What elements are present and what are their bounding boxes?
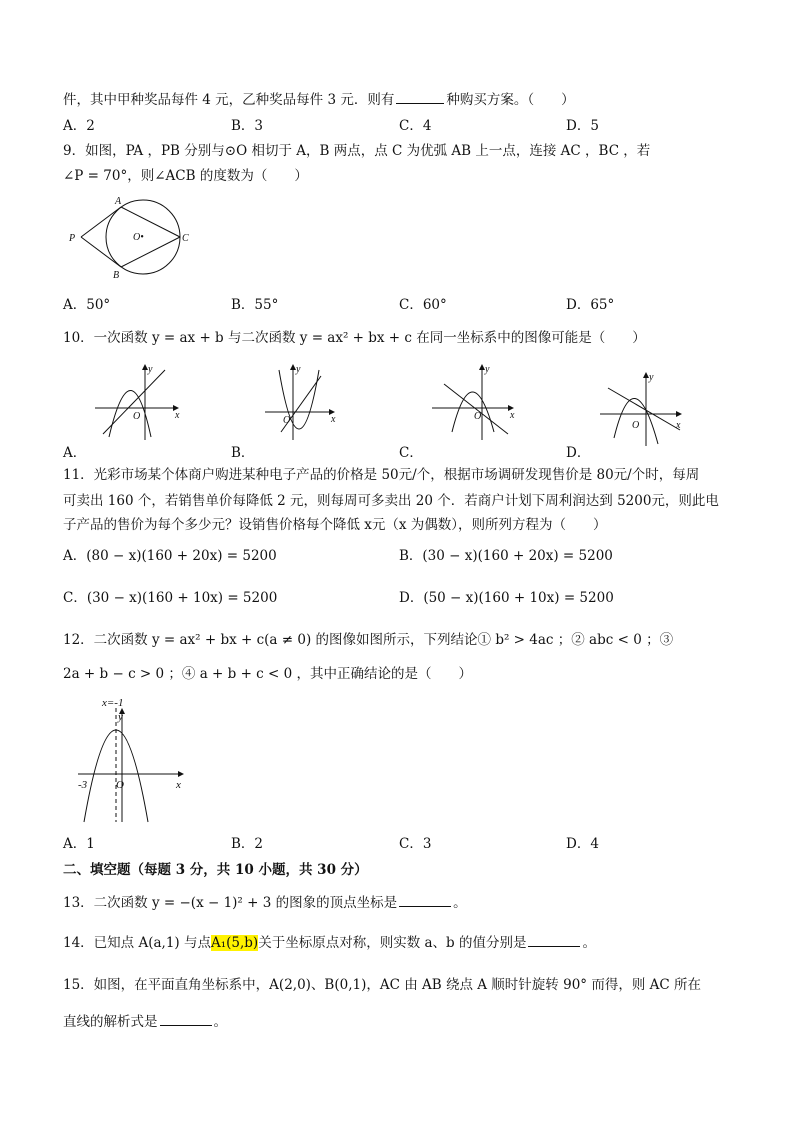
q8-option-c: C．4	[399, 118, 432, 134]
q9-label-c: C	[182, 233, 189, 244]
q15-stem-line2: 直线的解析式是 。	[63, 1014, 227, 1030]
q12-stem-line1: 12．二次函数 y = ax² + bx + c(a ≠ 0) 的图像如图所示，下列结论① b² > 4ac ；② abc < 0 ；③	[63, 632, 674, 648]
q12-option-d: D．4	[566, 836, 599, 852]
q8-answer-blank[interactable]	[396, 91, 444, 104]
q9-tangent-pb	[81, 237, 121, 267]
q14-highlighted-point: A₁(5,b)	[210, 935, 259, 951]
q11-option-d: D．(50 − x)(160 + 10x) = 5200	[399, 590, 614, 606]
q11-stem-line3: 子产品的售价为每个多少元？设销售价格每个降低 x元（x 为偶数），则所列方程为（ ）	[63, 517, 607, 533]
q10-option-b: B．	[231, 445, 255, 461]
q12-label-y: y	[118, 711, 123, 723]
q10-option-d: D．	[566, 445, 591, 461]
q12-parabola-figure	[76, 692, 196, 827]
q9-option-b: B．55°	[231, 297, 279, 313]
section-2-title: 二、填空题（每题 3 分，共 10 小题，共 30 分）	[63, 862, 368, 878]
q10-c-y: y	[485, 364, 490, 375]
q8-stem: 件，其中甲种奖品每件 4 元，乙种奖品每件 3 元．则有 种购买方案。（ ）	[63, 92, 575, 108]
q12-label-o: O	[116, 779, 124, 791]
q13-answer-blank[interactable]	[399, 894, 451, 907]
q9-option-d: D．65°	[566, 297, 615, 313]
q9-label-b: B	[113, 270, 120, 281]
q12-stem-line2: 2a + b − c > 0 ；④ a + b + c < 0 ，其中正确结论的是（ ）	[63, 666, 473, 682]
q12-label-neg3: -3	[78, 779, 88, 791]
q8-option-d: D．5	[566, 118, 599, 134]
q12-label-axis: x=-1	[102, 697, 124, 709]
q9-option-a: A．50°	[63, 297, 111, 313]
q10-graph-b	[263, 362, 343, 442]
q9-chord-ac	[121, 207, 180, 237]
q11-stem-line1: 11．光彩市场某个体商户购进某种电子产品的价格是 50元/个，根据市场调研发现售价是 80元/个时，每周	[63, 467, 700, 483]
q9-option-c: C．60°	[399, 297, 447, 313]
q12-label-x: x	[176, 779, 181, 791]
q10-d-o: O	[632, 420, 640, 431]
q10-graph-c	[430, 362, 520, 442]
q10-d-x: x	[676, 420, 681, 431]
q10-c-o: O	[474, 411, 482, 422]
q10-option-c: C．	[399, 445, 423, 461]
q9-tangent-pa	[81, 207, 121, 237]
q10-d-y: y	[649, 372, 654, 383]
q10-b-x: x	[331, 414, 336, 425]
q9-chord-bc	[121, 237, 180, 267]
q10-a-x: x	[175, 410, 180, 421]
q11-option-a: A．(80 − x)(160 + 20x) = 5200	[63, 548, 277, 564]
q10-a-o: O	[133, 411, 141, 422]
q12-option-c: C．3	[399, 836, 432, 852]
q11-stem-line2: 可卖出 160 个，若销售单价每降低 2 元，则每周可多卖出 20 个．若商户计划下周利润达到 5200元，则此电	[63, 493, 719, 509]
q8-option-b: B．3	[231, 118, 264, 134]
q15-stem-line1: 15．如图，在平面直角坐标系中，A(2,0)、B(0,1)，AC 由 AB 绕点 A 顺时针旋转 90° 而得，则 AC 所在	[63, 977, 701, 993]
q10-option-a: A．	[63, 445, 87, 461]
q12-option-b: B．2	[231, 836, 264, 852]
q11-option-c: C．(30 − x)(160 + 10x) = 5200	[63, 590, 278, 606]
q10-b-o: O	[283, 415, 291, 426]
q8-option-a: A．2	[63, 118, 95, 134]
q10-stem: 10．一次函数 y = ax + b 与二次函数 y = ax² + bx + c 在同一坐标系中的图像可能是（ ）	[63, 330, 646, 346]
q9-label-p: P	[69, 233, 76, 244]
q13-stem: 13．二次函数 y = −(x − 1)² + 3 的图象的顶点坐标是 。	[63, 895, 467, 911]
q10-c-x: x	[510, 410, 515, 421]
q10-a-y: y	[148, 364, 153, 375]
q9-stem-line2: ∠P = 70°，则∠ACB 的度数为（ ）	[63, 168, 308, 184]
q14-answer-blank[interactable]	[528, 934, 580, 947]
q12-option-a: A．1	[63, 836, 95, 852]
q9-label-o: O•	[133, 232, 144, 243]
q15-answer-blank[interactable]	[160, 1013, 212, 1026]
q14-stem: 14．已知点 A(a,1) 与点A₁(5,b)关于坐标原点对称，则实数 a、b 的值分别是 。	[63, 935, 596, 951]
q11-option-b: B．(30 − x)(160 + 20x) = 5200	[399, 548, 613, 564]
q9-stem-line1: 9．如图，PA ，PB 分别与⊙O 相切于 A，B 两点，点 C 为优弧 AB 上一点，连接 AC ，BC ，若	[63, 143, 651, 159]
q10-b-y: y	[296, 364, 301, 375]
q10-graph-d	[598, 370, 688, 448]
q9-circle-figure	[63, 192, 193, 302]
q10-graph-a	[93, 362, 185, 442]
q9-label-a: A	[115, 196, 122, 207]
